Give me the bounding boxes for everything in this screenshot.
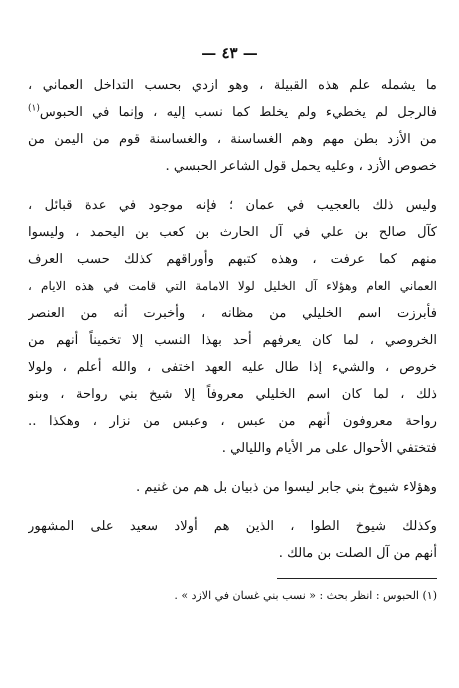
footnote-divider [277, 578, 437, 579]
text-line: الخروصي ، لما كان يعرفهم أحد بهذا النسب إلا تخميناً أنهم من [28, 333, 437, 348]
paragraph-3 [28, 474, 437, 501]
text-line: ذلك ، لما كان اسم الخليلي معروفاً إلا شيخ بني رواحة ، وبنو [28, 387, 437, 402]
text-line: كآل صالح بن علي في آل الحارث بن كعب بن اليحمد ، وليسوا [28, 225, 437, 240]
text-line: أنهم من آل الصلت بن مالك . [278, 546, 437, 561]
footnote: (١) الحبوس : انظر بحث : « نسب بني غسان في الازد » . [174, 589, 437, 602]
text-line: منهم كما عرفت ، وهذه كتبهم وأوراقهم كذلك حسب العرف [28, 252, 437, 267]
text-line: وكذلك شيوخ الطوا ، الذين هم أولاد سعيد على المشهور [28, 519, 437, 534]
text-line: فأبرزت اسم الخليلي من مظانه ، وأخبرت أنه من العنصر [28, 306, 437, 321]
paragraph-1 [28, 72, 437, 180]
text-line: وليس ذلك بالعجيب في عمان ؛ فإنه موجود في عدة قبائل ، [28, 198, 437, 213]
text-line: ما يشمله علم هذه القبيلة ، وهو ازدي بحسب التداخل العماني ، [28, 78, 437, 93]
text-line: وهؤلاء شيوخ بني جابر ليسوا من ذبيان بل هم من غنيم . [136, 480, 437, 495]
text-line-content: فالرجل لم يخطيء ولم يخلط كما نسب إليه ، وإنما في الحبوس [39, 105, 437, 120]
text-line: من الأزد بطن مهم وهم الغساسنة ، والغساسنة قوم من اليمن من [28, 132, 437, 147]
text-line: فتختفي الأحوال على مر الأيام والليالي . [221, 441, 437, 456]
text-line: العماني العام وهؤلاء آل الخليل لولا الامامة التي قامت في هذه الايام ، [28, 279, 437, 293]
text-line [28, 99, 437, 126]
text-line: خصوص الأزد ، وعليه يحمل قول الشاعر الحبسي . [165, 159, 437, 174]
footnote-mark: (١) [28, 103, 40, 114]
text-line: رواحة معروفون أنهم من عبس ، وعبس من نزار ، وهكذا .. [28, 414, 437, 429]
text-line: خروص ، والشيء إذا طال عليه العهد اختفى ، والله أعلم ، ولولا [28, 360, 437, 375]
paragraph-2 [28, 192, 437, 462]
paragraph-4 [28, 513, 437, 567]
body-text [28, 72, 437, 567]
page-number: — ٤٣ — [201, 44, 258, 62]
